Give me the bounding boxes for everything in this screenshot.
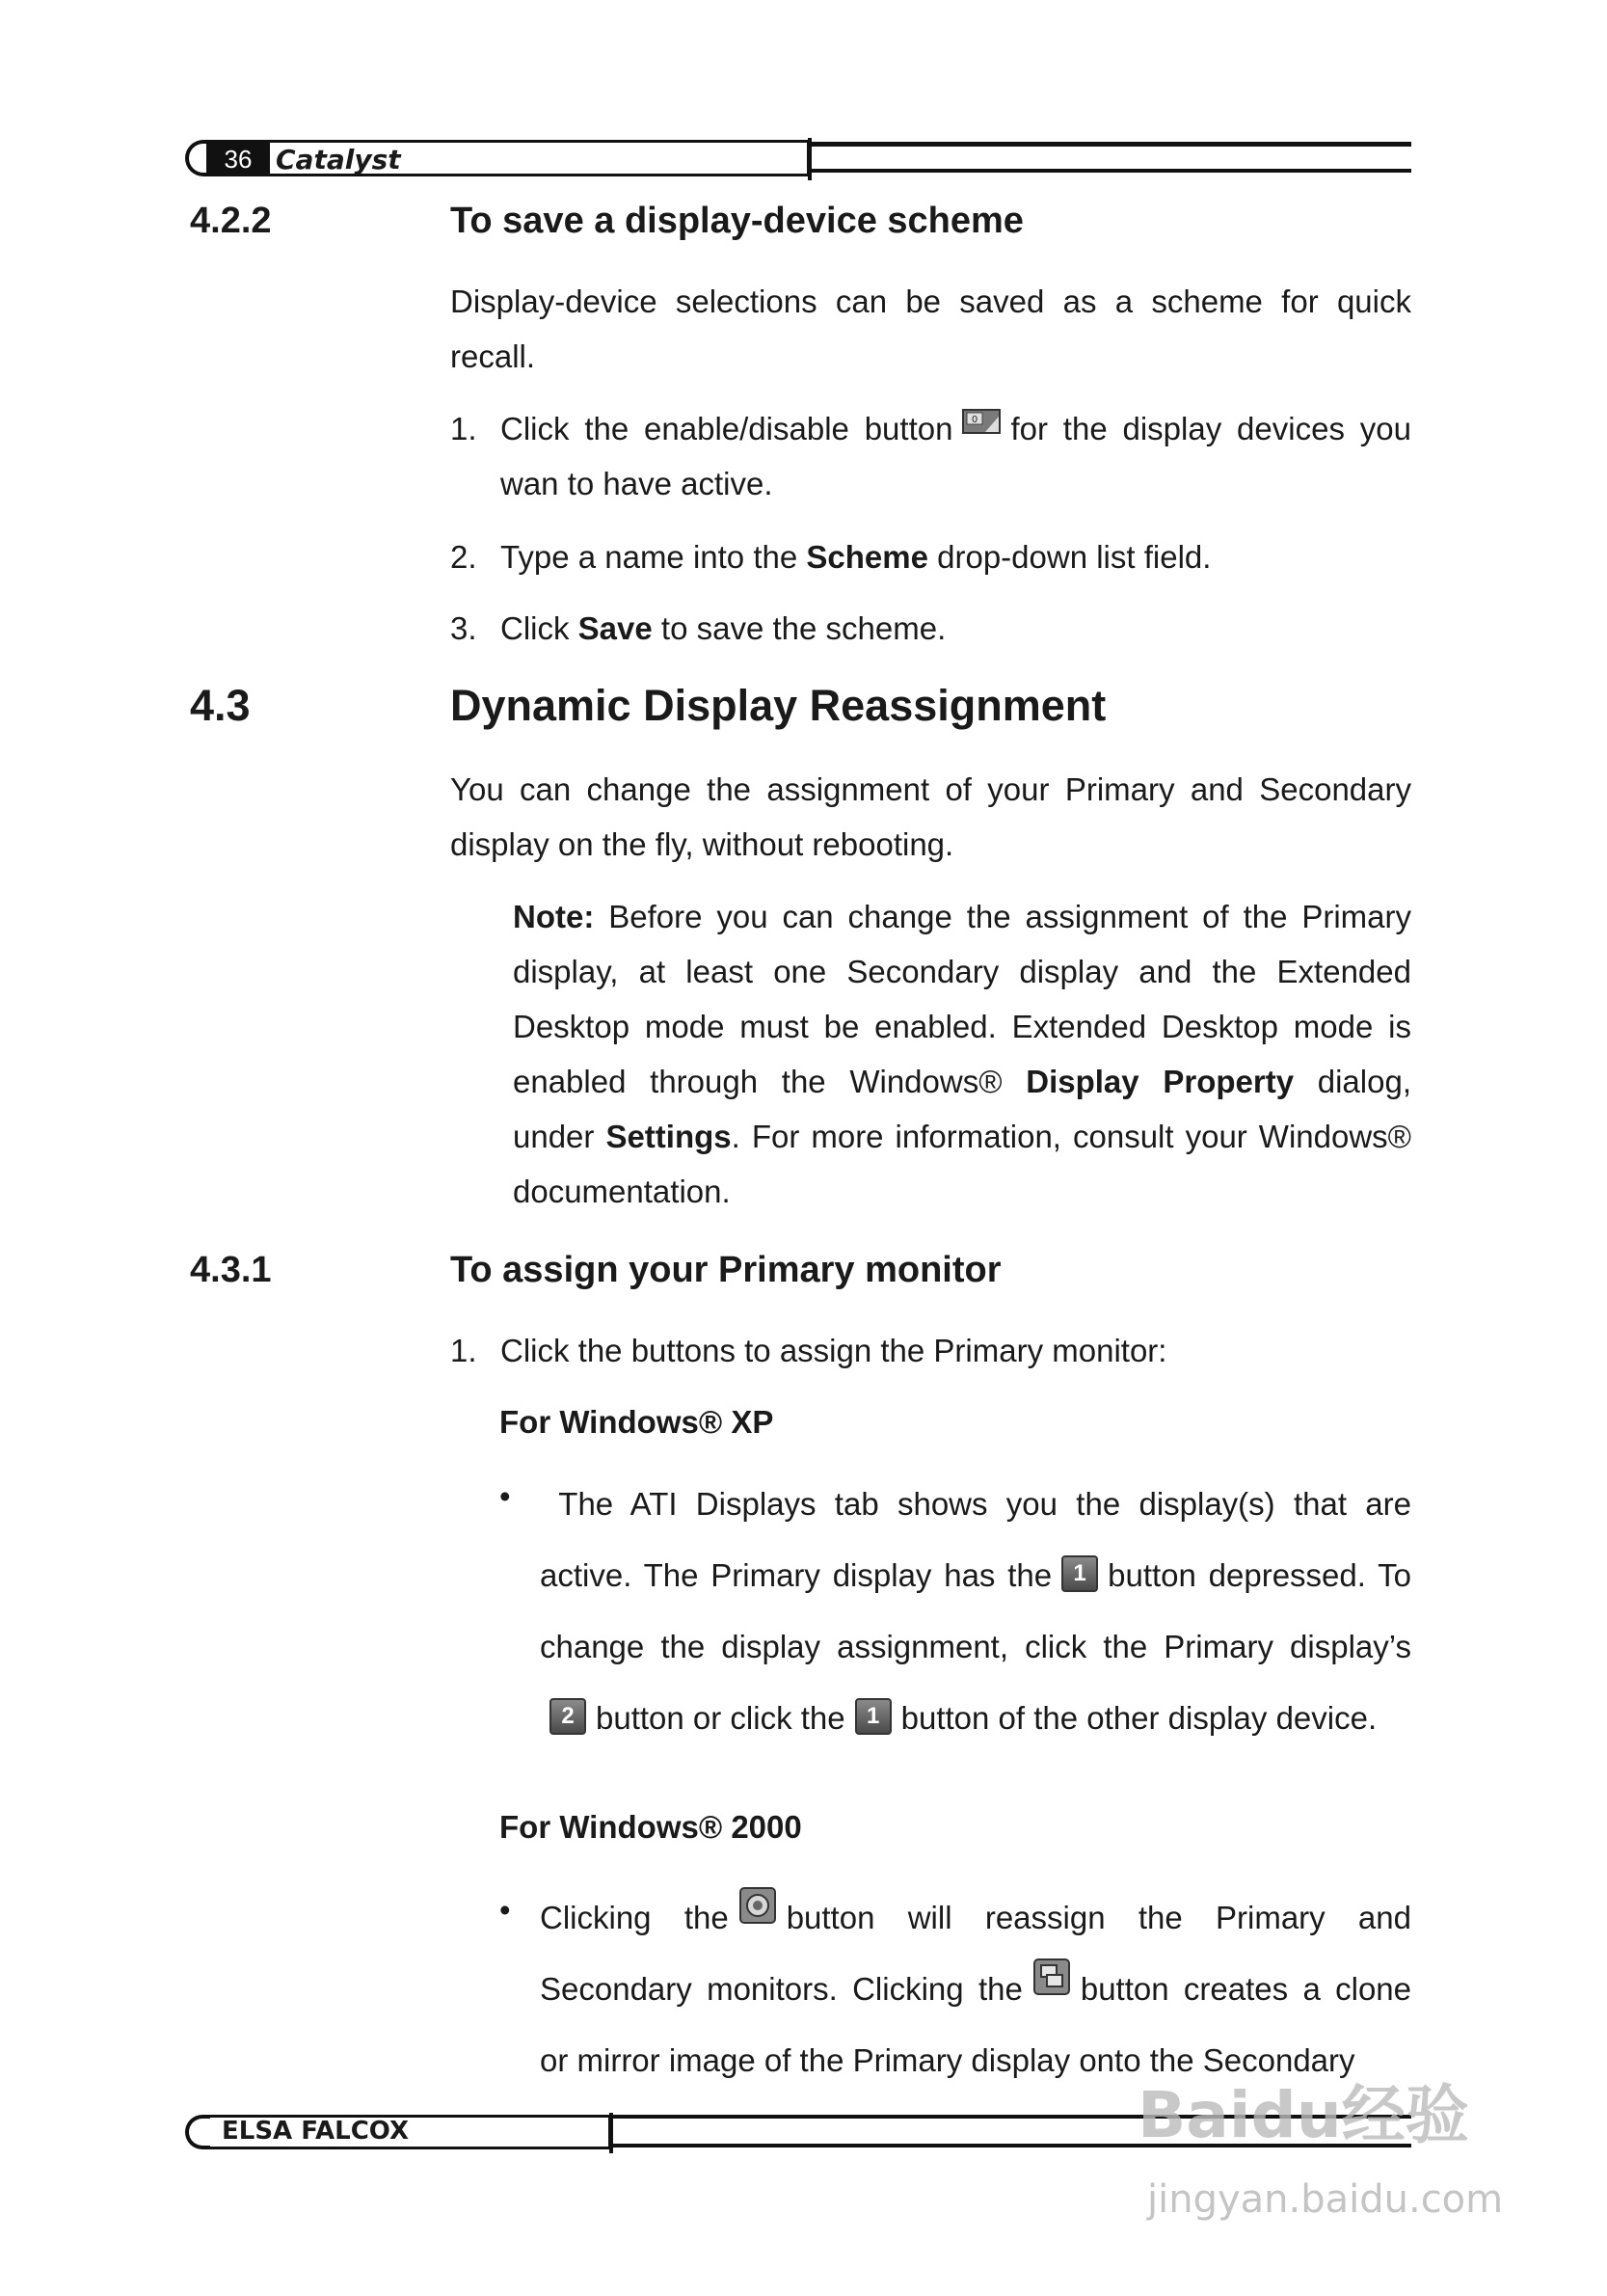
baidu-watermark-logo: Baidu经验 <box>1138 2078 1469 2152</box>
bullet-xp: • <box>499 1478 511 1514</box>
header-product-name: Catalyst <box>276 144 401 176</box>
document-page: 36 Catalyst 4.2.2 To save a display-device scheme Display-device selections can be saved as a scheme for quick recall. 1. Click the enable/disable button 0 for the display devices you wan to have active. 2. Type a name into the Scheme drop-down list field. 3. Click Save to save the scheme. 4.3 Dynamic Display Reassignment You can change the assignment of your Primary and Secondary display on the fly, without rebooting. Note: Before you can change the assignment of the Primary display, at least one Secondary display and the Extended Desktop mode must be enabled. Extended Desktop mode is enabled through the Windows® Display Property dialog, under Settings. For more information, consult your Windows® documentation. 4.3.1 To assign your Primary monitor 1. Click the buttons to assign the Primary monitor: For Windows® XP • The ATI Displays tab shows you the display(s) that are active. The Primary display has the 1 button depressed. To change the display assignment, click the Primary display’s2 button or click the 1 button of the other display device. For Windows® 2000 • Clicking the button will reassign the Primary and Secondary monitors. Clicking the button creates a clone or mirror image of the Primary display onto the Secondary ELSA FALCOX Baidu经验 jingyan.baidu.com <box>0 0 1607 2296</box>
paragraph-reassign-intro: You can change the assignment of your Primary and Secondary display on the fly, without rebooting. <box>450 771 1411 862</box>
reassign-primary-icon <box>738 1886 777 1925</box>
svg-text:0: 0 <box>972 415 978 425</box>
paragraph-2000-instructions: Clicking the button will reassign the Primary and Secondary monitors. Clicking the button creates a clone or mirror image of the Primary display onto the Secondary <box>540 1882 1411 2096</box>
subheading-windows-xp: For Windows® XP <box>499 1404 774 1440</box>
paragraph-scheme-intro: Display-device selections can be saved as a scheme for quick recall. <box>450 284 1411 374</box>
note-paragraph: Note: Before you can change the assignment of the Primary display, at least one Secondary display and the Extended Desktop mode must be enabled. Extended Desktop mode is enabled through the Windows® Display Property dialog, under Settings. For more information, consult your Windows® documentation. <box>513 899 1411 1209</box>
section-title-4-3: Dynamic Display Reassignment <box>450 681 1107 730</box>
section-number-4-3: 4.3 <box>190 681 251 730</box>
page-header <box>185 138 1411 180</box>
section-title-4-2-2: To save a display-device scheme <box>450 201 1024 241</box>
display-2-button-icon: 2 <box>549 1698 586 1735</box>
section-title-4-3-1: To assign your Primary monitor <box>450 1250 1002 1290</box>
section-number-4-2-2: 4.2.2 <box>190 201 272 241</box>
footer-brand: ELSA FALCOX <box>222 2117 409 2146</box>
page-number: 36 <box>206 140 270 176</box>
enable-disable-monitor-icon <box>962 409 1001 436</box>
clone-mirror-icon <box>1032 1958 1071 1996</box>
primary-display-1-button-icon: 1 <box>1061 1555 1098 1592</box>
section-number-4-3-1: 4.3.1 <box>190 1250 272 1290</box>
subheading-windows-2000: For Windows® 2000 <box>499 1809 802 1845</box>
paragraph-xp-instructions: The ATI Displays tab shows you the display(s) that are active. The Primary display has the 1 button depressed. To change the display assignment, click the Primary display’s2 button or click the 1 button of the other display device. <box>540 1486 1411 1736</box>
baidu-watermark-url: jingyan.baidu.com <box>1147 2177 1504 2222</box>
display-1-button-icon: 1 <box>855 1698 892 1735</box>
bullet-2000: • <box>499 1892 511 1928</box>
